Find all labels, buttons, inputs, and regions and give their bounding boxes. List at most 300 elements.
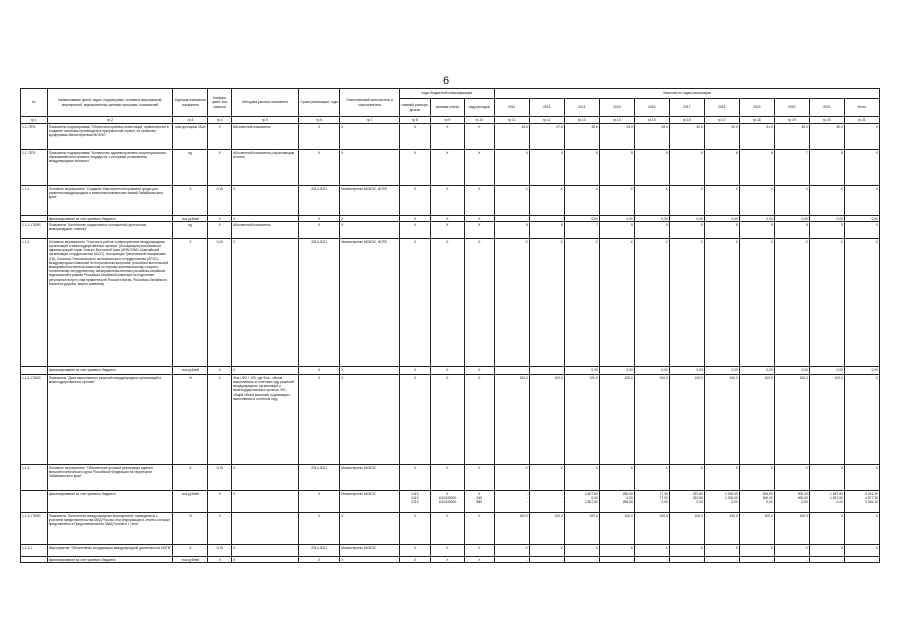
table-cell: X [464, 150, 494, 186]
table-cell: X [173, 239, 208, 367]
table-cell: ед. [173, 150, 208, 186]
column-number: гр.15 [634, 117, 669, 124]
header-executor: Ответственный исполнитель и соисполнители [340, 89, 400, 117]
header-year: 2019 [739, 99, 774, 117]
table-cell: X [399, 545, 430, 557]
table-cell: 1.1.3. [21, 465, 48, 491]
table-cell: 4 [529, 150, 564, 186]
table-cell: X [430, 150, 464, 186]
table-cell: Фоа / ФО * 100, где Фоа - объем выполненных в отчетном году решений международных организаций и межгосударственных органов, ФО - общий объем решений, подлежащих выполнению в отчетном году [232, 375, 299, 465]
table-cell: тыс.рублей [173, 216, 208, 222]
table-cell: 1.1.2.-ПОМ1 [21, 375, 48, 465]
table-cell: X [464, 513, 494, 545]
table-cell: 0,00 [599, 216, 634, 222]
table-cell: X [232, 186, 299, 216]
table-cell: 1.1.1.-ПОМ1 [21, 222, 48, 239]
table-cell: 500,00 500,00 0,00 [739, 491, 774, 513]
table-cell: - [494, 557, 529, 563]
table-cell: X [430, 222, 464, 239]
header-year: 2021 [809, 99, 844, 117]
table-cell: X [399, 367, 430, 375]
table-cell: X [299, 513, 340, 545]
table-cell: 5 [669, 150, 704, 186]
table-cell: X [340, 557, 400, 563]
table-cell: X [399, 239, 430, 367]
table-cell: X [669, 186, 704, 216]
table-cell: X [232, 491, 299, 513]
table-cell: 100,0 [634, 375, 669, 465]
header-year: 2017 [669, 99, 704, 117]
table-cell: - - - [529, 491, 564, 513]
table-cell: X [774, 545, 809, 557]
table-cell: 0,00 [669, 367, 704, 375]
table-cell: X [529, 186, 564, 216]
table-row [21, 150, 880, 186]
table-cell: X [704, 465, 739, 491]
table-cell: X [599, 465, 634, 491]
table-cell: X [399, 124, 430, 150]
table-cell: X [399, 222, 430, 239]
header-year: 2018 [704, 99, 739, 117]
table-row [21, 186, 880, 216]
column-number: гр.3 [173, 117, 208, 124]
table-cell: X [809, 239, 844, 367]
table-cell: X [529, 465, 564, 491]
table-cell: - [529, 216, 564, 222]
table-cell: X [464, 465, 494, 491]
header-unit: Единица измерения показателя [173, 89, 208, 117]
table-cell: X [599, 545, 634, 557]
table-cell: X [464, 124, 494, 150]
table-cell: Показатель подпрограммы "Количество административно-территориальных образований иностранных государств, с которыми установлены международные контакты" [47, 150, 173, 186]
table-row [21, 491, 880, 513]
table-cell: X [430, 216, 464, 222]
table-cell: X [844, 222, 879, 239]
table-cell: 28,0 [634, 124, 669, 150]
table-cell: 1 000,00 1 000,00 0,00 [704, 491, 739, 513]
table-cell: X [299, 367, 340, 375]
table-cell: X [844, 545, 879, 557]
table-cell: 5 [564, 150, 599, 186]
table-cell: 0,15 [208, 186, 232, 216]
table-cell: X [173, 545, 208, 557]
table-cell: X [399, 513, 430, 545]
header-budget-col: целевая статья [430, 99, 464, 117]
table-cell: X [844, 124, 879, 150]
table-cell: 0,00 [634, 367, 669, 375]
table-cell: 100,0 [529, 375, 564, 465]
table-cell: X [173, 186, 208, 216]
column-number: гр.16 [669, 117, 704, 124]
table-cell: X [739, 545, 774, 557]
header-budget-group: Коды бюджетной классификации [399, 89, 494, 99]
table-cell: X [669, 545, 704, 557]
table-cell: 100,0 [669, 513, 704, 545]
table-cell: X [774, 239, 809, 367]
table-cell: X [464, 239, 494, 367]
table-cell: X [399, 150, 430, 186]
table-cell: - [809, 557, 844, 563]
table-cell: X [299, 222, 340, 239]
header-year: 2015 [599, 99, 634, 117]
table-cell: 100,0 [599, 513, 634, 545]
table-cell: 100,0 [809, 375, 844, 465]
table-cell: Министерство МСВЭС [340, 465, 400, 491]
table-cell: 256,50 0,00 256,50 [599, 491, 634, 513]
table-cell: X [208, 513, 232, 545]
table-cell: - [494, 216, 529, 222]
table-cell: 5 [634, 222, 669, 239]
table-row [21, 375, 880, 465]
table-cell: % [173, 375, 208, 465]
table-cell: X [464, 367, 494, 375]
header-year: 2013 [529, 99, 564, 117]
table-cell: X [399, 216, 430, 222]
table-cell: 100,0 [494, 513, 529, 545]
table-cell: X [844, 150, 879, 186]
table-cell: 322,80 322,80 0,00 [669, 491, 704, 513]
table-cell: 0,00 [844, 367, 879, 375]
column-number: гр.9 [430, 117, 464, 124]
table-cell: X [208, 375, 232, 465]
column-number: гр.5 [232, 117, 299, 124]
table-cell [21, 367, 48, 375]
table-cell: 100,0 [739, 513, 774, 545]
table-cell: Министерство МСВЭС [340, 545, 400, 557]
table-cell: - [529, 557, 564, 563]
table-cell: X [299, 491, 340, 513]
table-cell: Министерство МСВЭС, ИОГВ [340, 239, 400, 367]
table-cell: X [340, 513, 400, 545]
table-cell: X [494, 186, 529, 216]
table-cell: X [634, 239, 669, 367]
table-cell: X [809, 465, 844, 491]
table-cell: 8 [809, 150, 844, 186]
table-cell: 1.1.3.-ПОМ1 [21, 513, 48, 545]
table-row [21, 222, 880, 239]
table-cell: X [208, 557, 232, 563]
table-cell: X [494, 465, 529, 491]
table-cell: X [208, 124, 232, 150]
table-cell: X [208, 150, 232, 186]
table-cell: 0,00 [634, 216, 669, 222]
table-cell: Основное мероприятие "Создание благоприятной правовой среды для развития международных и внешнеэкономических связей Забайкальского края" [47, 186, 173, 216]
table-cell: 2014-2021 [299, 465, 340, 491]
table-cell: X [340, 375, 400, 465]
header-terms: Сроки реализации, годы [299, 89, 340, 117]
header-name: Наименование целей, задач, подпрограмм, основных мероприятий, мероприятий, ведомственных целевых программ, показателей [47, 89, 173, 117]
table-cell: 0,00 [774, 216, 809, 222]
table-cell: 100,0 [704, 375, 739, 465]
header-year: 2016 [634, 99, 669, 117]
table-cell: тыс.рублей [173, 367, 208, 375]
table-cell: 500,00 500,00 0,00 [774, 491, 809, 513]
table-cell: Основное мероприятие "Обеспечение условий реализации единого внешнеполитического курса Российской Федерации на территории Забайкальского края" [47, 465, 173, 491]
program-table [20, 88, 880, 563]
table-cell: 6 [704, 150, 739, 186]
table-cell: X [774, 465, 809, 491]
table-cell: X [464, 222, 494, 239]
table-cell: 0,00 [669, 216, 704, 222]
column-number: гр.1 [21, 117, 48, 124]
table-cell: X [634, 545, 669, 557]
page-number: 6 [443, 75, 450, 87]
table-cell: - [599, 557, 634, 563]
table-cell: 5 [599, 222, 634, 239]
table-cell: X [494, 545, 529, 557]
table-cell: 0,00 [704, 367, 739, 375]
table-cell: 1.1.3.1. [21, 545, 48, 557]
table-cell: 5 [634, 150, 669, 186]
column-number: гр.6 [299, 117, 340, 124]
table-cell: 5 [739, 222, 774, 239]
table-cell: 5 [809, 222, 844, 239]
table-cell: - [529, 367, 564, 375]
table-cell: 5 [704, 222, 739, 239]
table-cell: 35,0 [774, 124, 809, 150]
column-number: гр.2 [47, 117, 173, 124]
table-cell: - [494, 367, 529, 375]
table-row [21, 545, 880, 557]
table-cell: - - - [494, 491, 529, 513]
table-cell: X [232, 216, 299, 222]
table-cell: X [299, 557, 340, 563]
table-cell: 0,00 [739, 367, 774, 375]
table-cell: X [232, 557, 299, 563]
table-cell: X [739, 186, 774, 216]
column-number: гр.20 [809, 117, 844, 124]
header-year: 2012 [494, 99, 529, 117]
table-cell: 4 [494, 150, 529, 186]
table-cell: - [704, 557, 739, 563]
column-number: гр.17 [704, 117, 739, 124]
table-row [21, 239, 880, 367]
table-cell: X [430, 513, 464, 545]
table-cell: 0,15 [208, 545, 232, 557]
table-cell: X [809, 545, 844, 557]
table-cell: X [430, 545, 464, 557]
header-year: Итого [844, 99, 879, 117]
table-cell: X [564, 545, 599, 557]
table-cell: X [299, 124, 340, 150]
table-cell: Показатель "Количество подписанных соглашений (протоколов, меморандумов, планов)" [47, 222, 173, 239]
table-cell: 6 [739, 150, 774, 186]
table-row [21, 465, 880, 491]
table-cell: X [599, 186, 634, 216]
table-cell: X [464, 545, 494, 557]
table-row [21, 513, 880, 545]
table-cell: X [809, 186, 844, 216]
table-cell: 35,6 [564, 124, 599, 150]
table-cell: X [208, 222, 232, 239]
table-cell: 30,0 [704, 124, 739, 150]
table-cell: Показатель "Доля выполненных решений международных организаций и межгосударственных органов" [47, 375, 173, 465]
table-cell: X [208, 367, 232, 375]
table-cell: X [564, 465, 599, 491]
column-number: гр.14 [599, 117, 634, 124]
table-cell: X [430, 375, 464, 465]
table-cell: X [844, 465, 879, 491]
table-cell: X [774, 186, 809, 216]
table-cell: X [208, 216, 232, 222]
table-cell: 18,5 [494, 124, 529, 150]
table-cell: X [430, 557, 464, 563]
header-budget-col: главный распоря-дитель [399, 99, 430, 117]
table-cell: X 240 880 [464, 491, 494, 513]
table-cell: X [232, 465, 299, 491]
table-cell: финансирование за счет краевого бюджета [47, 216, 173, 222]
table-cell: 5 [669, 222, 704, 239]
table-cell: X [464, 375, 494, 465]
table-cell: X [809, 513, 844, 545]
table-cell: X [739, 239, 774, 367]
table-cell: 100,0 [634, 513, 669, 545]
table-cell: - [774, 557, 809, 563]
column-number: гр.7 [340, 117, 400, 124]
table-cell: тыс.рублей [173, 491, 208, 513]
table-cell: X [844, 375, 879, 465]
table-cell: X [208, 491, 232, 513]
column-number: гр.18 [739, 117, 774, 124]
table-cell: X [464, 216, 494, 222]
table-cell: 25,0 [599, 124, 634, 150]
table-cell: Показатель подпрограммы "Объем иностранных инвестиций, привлеченных в создание основных производств в приграничной стране, по проектам, курируемым Министерством МСВЭС" [47, 124, 173, 150]
table-cell: 7 [564, 222, 599, 239]
table-cell: - [669, 557, 704, 563]
table-cell: тыс.рублей [173, 557, 208, 563]
column-number: гр.13 [564, 117, 599, 124]
table-row [21, 367, 880, 375]
table-cell: 0,00 [564, 367, 599, 375]
table-cell: X [844, 186, 879, 216]
table-cell [21, 557, 48, 563]
table-cell: X 1110349000 1110349000 [430, 491, 464, 513]
table-cell: X [704, 186, 739, 216]
table-cell: 1.1.1. [21, 186, 48, 216]
column-number-row [21, 117, 880, 124]
table-cell: 100,0 [564, 513, 599, 545]
header-coef: Коэффи-циент зна-чимости [208, 89, 232, 117]
table-cell: X [464, 186, 494, 216]
column-number: гр.10 [464, 117, 494, 124]
table-cell: Основное мероприятие "Участие в работе и мероприятиях международных организаций и межгосударственных органов" (Ассоциация региональных администраций стран Северо-Восточной Азии (АРАССВА), Шанхайской организации сотрудничества (ШОС), Ассоциации Туманганской инициативы (ТИ), Азиатско-Тихоокеанского экономического сотрудничества (АТЭС), международных комиссий по пограничным вопросам, российско-монгольской межправительственной комиссии по торгово-экономическому и научно-техническому сотрудничеству, межправительственных российско-китайских подкомиссий в рамках Российско-Китайской комиссии по подготовке регулярных встреч глав правительств России и Китая, Российско-Китайского Комитета дружбы, мира и развития) [47, 239, 173, 367]
table-cell: X [399, 465, 430, 491]
table-row [21, 124, 880, 150]
table-cell: X [599, 239, 634, 367]
table-cell: X [232, 367, 299, 375]
table-cell: 1.1.2. [21, 239, 48, 367]
table-cell: X [494, 239, 529, 367]
table-cell: X [232, 545, 299, 557]
table-cell: Абсолютный показатель [232, 222, 299, 239]
table-cell: X [844, 513, 879, 545]
table-cell: X [399, 557, 430, 563]
table-cell: 2 807,60 0,00 2 807,60 [564, 491, 599, 513]
table-cell: X [340, 124, 400, 150]
table-cell: 100,0 [774, 375, 809, 465]
table-cell: 6 [494, 222, 529, 239]
header-year: 2014 [564, 99, 599, 117]
table-cell: 0,00 [809, 367, 844, 375]
table-cell: Мероприятие "Обеспечение координации международной деятельности ИОГВ" [47, 545, 173, 557]
table-cell: 0,00 [809, 216, 844, 222]
table-cell: X [669, 465, 704, 491]
table-cell: X [634, 465, 669, 491]
header-year: 2020 [774, 99, 809, 117]
header-budget-col: вид расходов [464, 99, 494, 117]
table-cell: 100,0 [739, 375, 774, 465]
table-cell: 7 [774, 150, 809, 186]
table-cell: 5 [599, 150, 634, 186]
table-cell: - [634, 557, 669, 563]
table-cell: - [564, 557, 599, 563]
table-cell: X [464, 557, 494, 563]
table-cell: 1.1.-ППЗ [21, 124, 48, 150]
table-cell: 50,0 [809, 124, 844, 150]
table-cell: 30,0 [669, 124, 704, 150]
table-cell: ед. [173, 222, 208, 239]
table-cell: финансирование за счет краевого бюджета [47, 367, 173, 375]
table-cell: X [529, 545, 564, 557]
table-cell: 6 [529, 222, 564, 239]
table-cell: X [299, 375, 340, 465]
table-cell: X [430, 186, 464, 216]
table-cell: X [399, 375, 430, 465]
table-row [21, 557, 880, 563]
table-cell: X [173, 465, 208, 491]
table-cell: - [844, 557, 879, 563]
table-cell: 100,0 [494, 375, 529, 465]
column-number: гр.8 [399, 117, 430, 124]
column-number: гр.11 [494, 117, 529, 124]
table-cell: 0,00 [599, 367, 634, 375]
column-number: гр.4 [208, 117, 232, 124]
table-cell: 0,00 [704, 216, 739, 222]
table-cell: 2014-2021 [299, 239, 340, 367]
table-cell: X [634, 186, 669, 216]
table-cell: Абсолютный показатель (нарастающим итогом) [232, 150, 299, 186]
table-cell: Министерство МСВЭС [340, 491, 400, 513]
table-cell: 8 041,40 4 977,30 3 064,10 [844, 491, 879, 513]
table-cell: X [564, 186, 599, 216]
header-method: Методика расчета показателя [232, 89, 299, 117]
table-cell [21, 491, 48, 513]
table-cell: 5 [774, 222, 809, 239]
table-cell: X [564, 239, 599, 367]
table-cell: 0113 0113 0113 [399, 491, 430, 513]
table-cell: X [340, 222, 400, 239]
table-cell: 2014-2021 [299, 186, 340, 216]
column-number: гр.19 [774, 117, 809, 124]
table-cell: 100,0 [529, 513, 564, 545]
table-cell: финансирование за счет краевого бюджета [47, 557, 173, 563]
table-cell: X [299, 150, 340, 186]
table-cell: X [844, 239, 879, 367]
table-cell: 0,15 [208, 465, 232, 491]
table-cell: X [529, 239, 564, 367]
table-cell: X [739, 465, 774, 491]
table-cell: 100,0 [704, 513, 739, 545]
table-cell: 27,5 [529, 124, 564, 150]
table-cell: X [430, 124, 464, 150]
table-cell: X [704, 545, 739, 557]
table-cell: X [430, 239, 464, 367]
table-cell: 1.1.-ППЗ [21, 150, 48, 186]
table-cell: - [739, 557, 774, 563]
table-cell: Абсолютный показатель [232, 124, 299, 150]
table-cell: % [173, 513, 208, 545]
column-number: гр.21 [844, 117, 879, 124]
